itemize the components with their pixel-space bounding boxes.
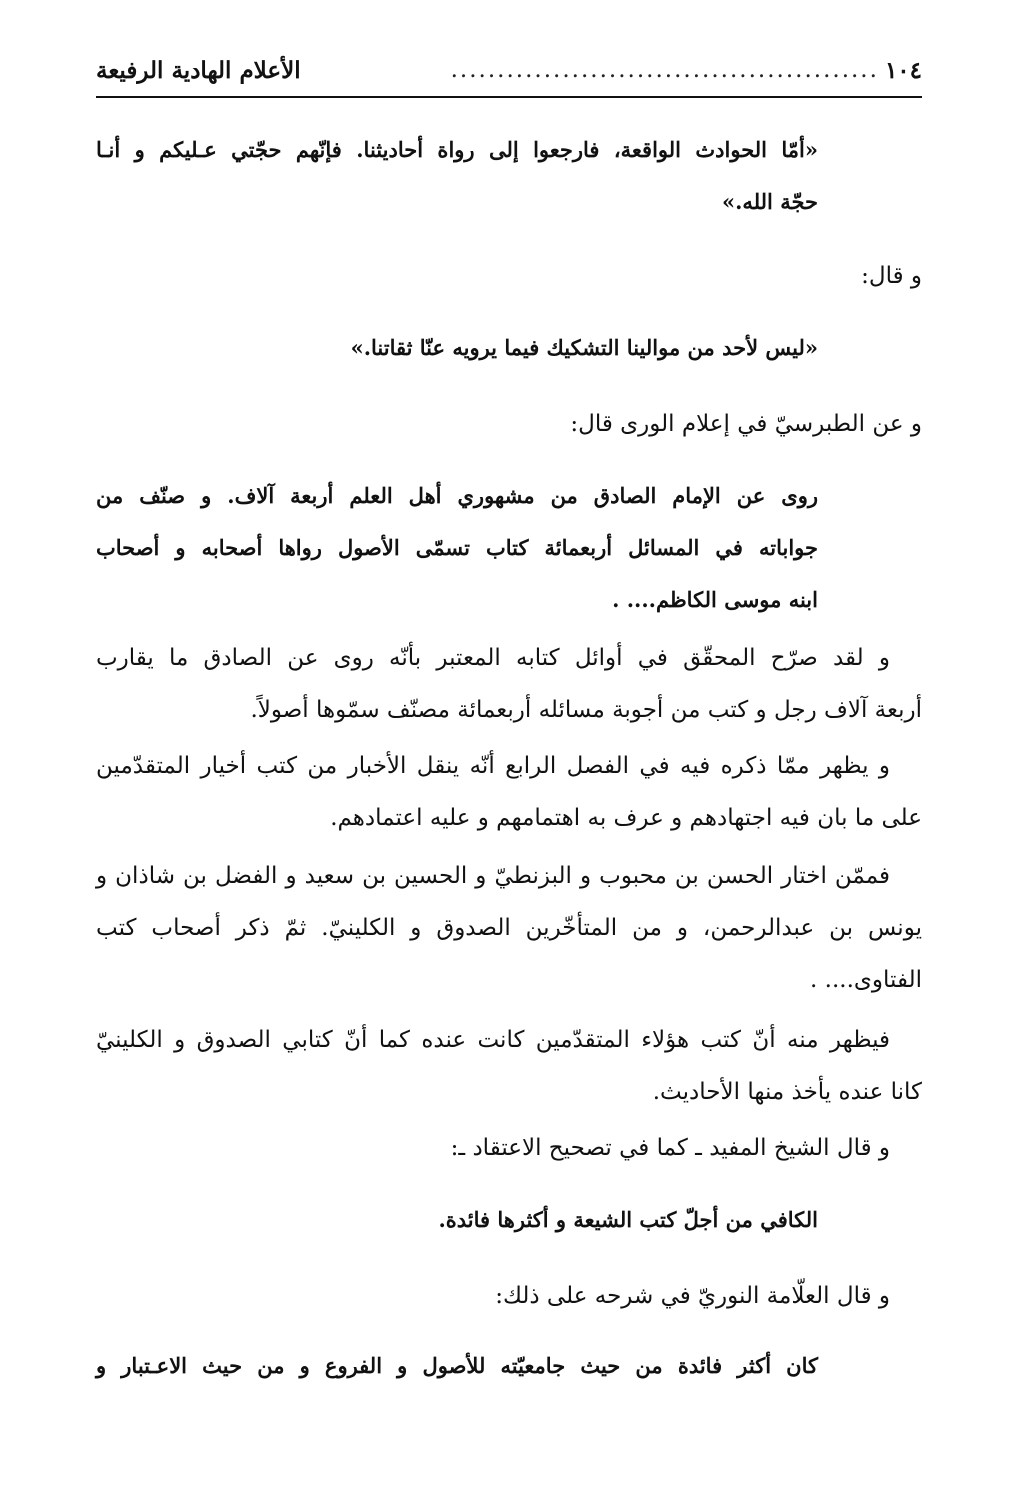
text-line: أربعة آلاف رجل و كتب من أجوبة مسائله أربعمائة مصنّف سمّوها أصولاً.	[250, 697, 922, 723]
header-rule	[96, 96, 922, 98]
text-line: يونس بن عبدالرحمن، و من المتأخّرين الصدوق و الكلينيّ. ثمّ ذكر أصحاب كتب	[96, 915, 922, 941]
quote-hadith-hawadith	[96, 124, 818, 228]
book-title: الأعلام الهادية الرفيعة	[96, 56, 301, 84]
text-line: الكافي من أجلّ كتب الشيعة و أكثرها فائدة.	[438, 1207, 818, 1232]
text-line: و قال العلّامة النوريّ في شرحه على ذلك:	[495, 1283, 890, 1309]
paragraph-mimman-ikhtar	[96, 850, 922, 1006]
paragraph-fasl-rabi	[96, 740, 922, 844]
text-line: روى عن الإمام الصادق من مشهوري أهل العلم أربعة آلاف. و صنّف من	[96, 483, 818, 508]
quote-hadith-thiqat	[96, 322, 818, 374]
quote-nuri	[96, 1340, 818, 1392]
text-line: حجّة الله.»	[722, 189, 818, 214]
paragraph-muhaqqiq	[96, 632, 922, 736]
text-line: كان أكثر فائدة من حيث جامعيّته للأصول و الفروع و من حيث الاعـتبار و	[96, 1353, 818, 1378]
text-line: «أمّا الحوادث الواقعة، فارجعوا إلى رواة أحاديثنا. فإنّهم حجّتي عـليكم و أنـا	[96, 137, 818, 162]
text-line: الفتاوى.... .	[810, 967, 922, 993]
text-line: و يظهر ممّا ذكره فيه في الفصل الرابع أنّه ينقل الأخبار من كتب أخيار المتقدّمين	[96, 753, 890, 779]
text-line: و قال الشيخ المفيد ـ كما في تصحيح الاعتقاد ـ:	[450, 1135, 890, 1161]
paragraph-yazhar-minhu	[96, 1014, 922, 1118]
running-header	[96, 50, 922, 90]
text-line: فيظهر منه أنّ كتب هؤلاء المتقدّمين كانت عنده كما أنّ كتابي الصدوق و الكلينيّ	[96, 1027, 890, 1053]
paragraph-qala	[96, 250, 922, 302]
leader-dots: ..............................................	[450, 57, 879, 83]
text-line: جواباته في المسائل أربعمائة كتاب تسمّى الأصول رواها أصحابه و أصحاب	[96, 535, 818, 560]
text-line: ابنه موسى الكاظم.... .	[612, 587, 818, 612]
quote-kafi	[96, 1194, 818, 1246]
text-line: على ما بان فيه اجتهادهم و عرف به اهتمامهم و عليه اعتمادهم.	[330, 805, 922, 831]
text-line: فممّن اختار الحسن بن محبوب و البزنطيّ و الحسين بن سعيد و الفضل بن شاذان و	[96, 863, 890, 889]
text-line: «ليس لأحد من موالينا التشكيك فيما يرويه عنّا ثقاتنا.»	[350, 335, 818, 360]
paragraph-tabrisi	[96, 398, 922, 450]
paragraph-mufid	[96, 1122, 922, 1174]
text-line: و قال:	[861, 263, 922, 289]
page-number: ١٠٤	[884, 56, 922, 84]
text-line: و لقد صرّح المحقّق في أوائل كتابه المعتبر بأنّه روى عن الصادق ما يقارب	[96, 645, 890, 671]
paragraph-nuri	[96, 1270, 922, 1322]
text-line: و عن الطبرسيّ في إعلام الورى قال:	[570, 411, 922, 437]
text-line: كانا عنده يأخذ منها الأحاديث.	[652, 1079, 922, 1105]
quote-tabrisi	[96, 470, 818, 626]
